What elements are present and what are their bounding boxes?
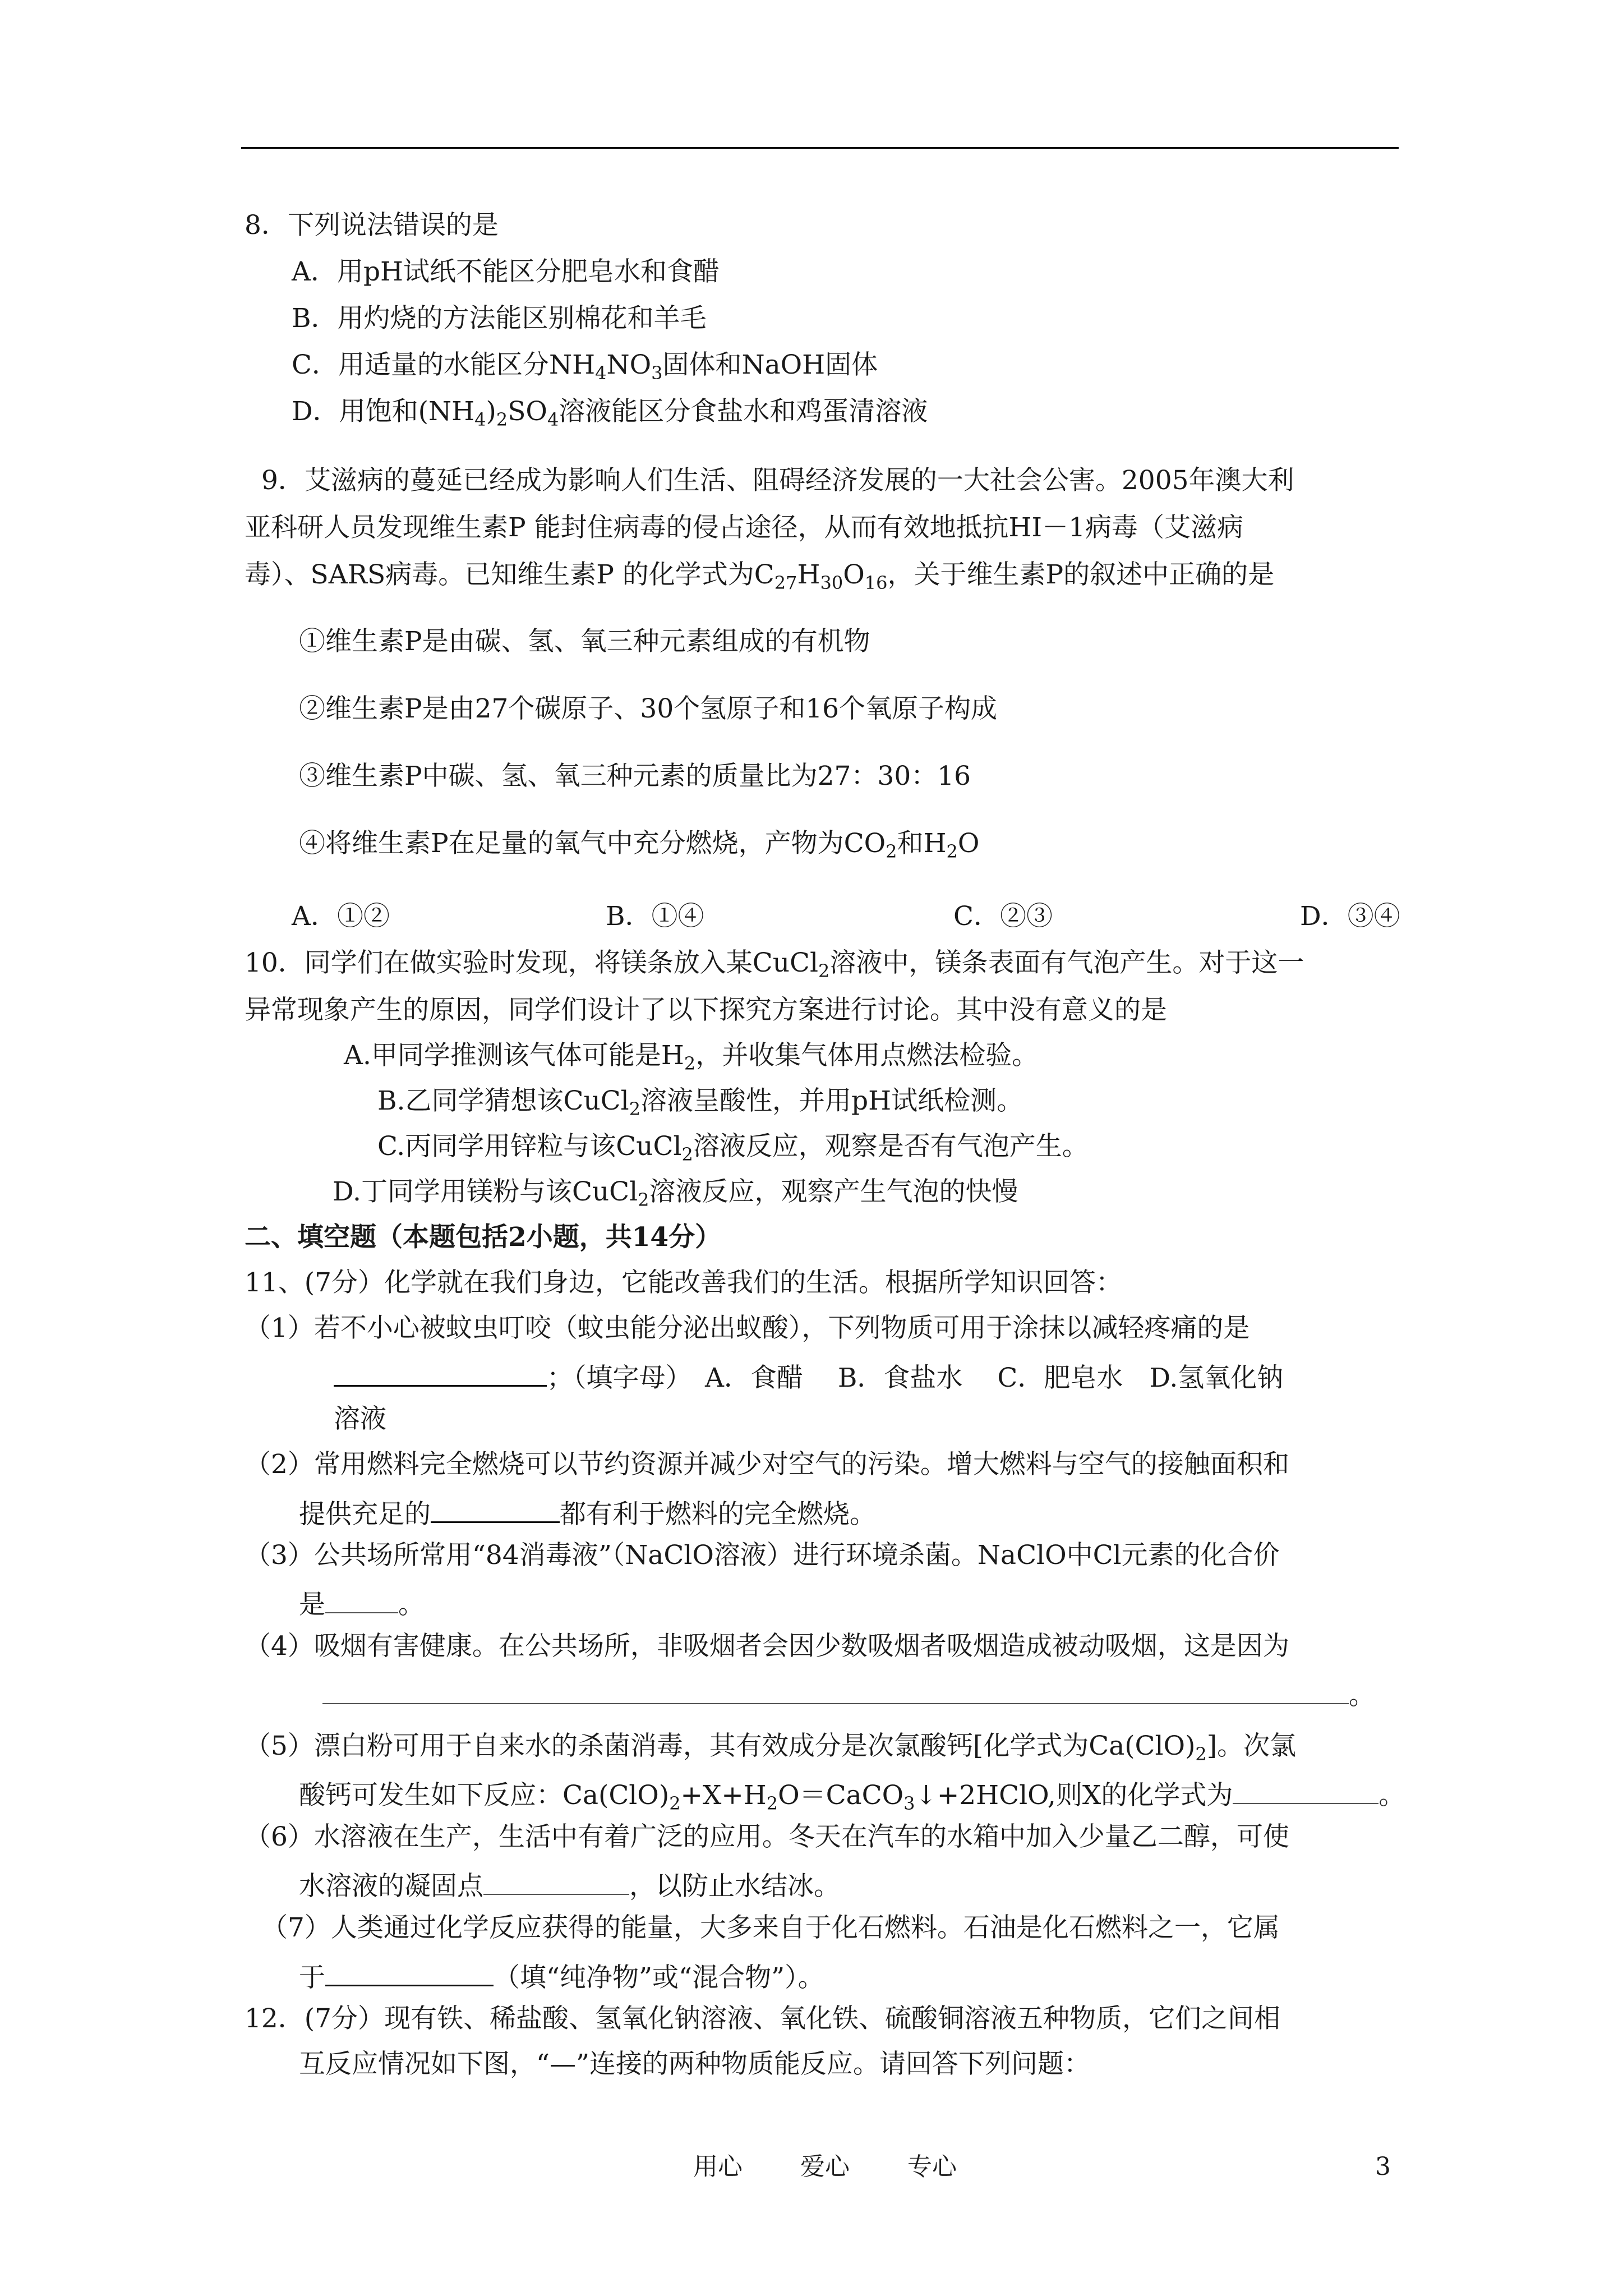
q9-line1: 9．艾滋病的蔓延已经成为影响人们生活、阻碍经济发展的一大社会公害。2005年澳大利 <box>261 465 1294 496</box>
footer-motto-1: 用心 <box>693 2152 743 2181</box>
q9-option-c: C．②③ <box>953 901 1053 932</box>
q11-part6-line2: 水溶液的凝固点 ，以防止水结冰。 <box>299 1866 840 1903</box>
answer-blank-7[interactable] <box>325 1957 494 1986</box>
q11-part3-line1: （3）公共场所常用“84消毒液”（NaClO溶液）进行环境杀菌。NaClO中Cl元素的化合价 <box>245 1540 1280 1571</box>
q11-part7-line1: （7）人类通过化学反应获得的能量，大多来自于化石燃料。石油是化石燃料之一，它属 <box>261 1912 1280 1943</box>
q11-part6-line1: （6）水溶液在生产，生活中有着广泛的应用。冬天在汽车的水箱中加入少量乙二醇，可使 <box>245 1821 1289 1852</box>
q10-option-d: D.丁同学用镁粉与该CuCl$_2$溶液反应，观察产生气泡的快慢 <box>333 1176 1018 1211</box>
q11-stem: 11、(7分）化学就在我们身边，它能改善我们的生活。根据所学知识回答： <box>245 1267 1123 1298</box>
q9-option-b: B．①④ <box>606 901 704 932</box>
q8-option-a: A．用pH试纸不能区分肥皂水和食醋 <box>292 256 720 287</box>
q10-option-c: C.丙同学用锌粒与该CuCl$_2$溶液反应，观察是否有气泡产生。 <box>377 1131 1089 1165</box>
q9-statement-4: ④将维生素P在足量的氧气中充分燃烧，产物为$CO_2$和$H_2O$ <box>299 828 980 862</box>
q10-option-b: B.乙同学猜想该CuCl$_2$溶液呈酸性，并用pH试纸检测。 <box>377 1085 1023 1120</box>
footer-motto-3: 专心 <box>907 2152 957 2181</box>
q11-part4-line2: 。 <box>322 1675 1375 1713</box>
answer-blank-5[interactable] <box>1233 1775 1378 1804</box>
q8-option-b: B．用灼烧的方法能区别棉花和羊毛 <box>292 303 707 334</box>
q9-statement-3: ③维生素P中碳、氢、氧三种元素的质量比为27：30：16 <box>299 761 971 792</box>
answer-blank-3[interactable] <box>325 1584 398 1613</box>
q12-line2: 互反应情况如下图，“—”连接的两种物质能反应。请回答下列问题： <box>299 2049 1091 2079</box>
q11-part5-line2: 酸钙可发生如下反应：$Ca(ClO)_2+X+H_2O=CaCO_3↓+2HClO$,则X的化学式为 。 <box>299 1775 1405 1812</box>
q9-option-a: A．①② <box>292 901 390 932</box>
q8-option-c: C．用适量的水能区分$NH_4NO_3$固体和NaOH固体 <box>292 349 878 384</box>
q11-part1-line2: ；（填字母） A．食醋 B．食盐水 C．肥皂水 D.氢氧化钠 <box>334 1357 1283 1395</box>
q11-part3-line2: 是 。 <box>299 1584 425 1622</box>
q9-statement-2: ②维生素P是由27个碳原子、30个氢原子和16个氧原子构成 <box>299 693 998 724</box>
q8-stem: 8．下列说法错误的是 <box>245 210 499 241</box>
q11-part2-line2: 提供充足的 都有利于燃料的完全燃烧。 <box>299 1493 876 1531</box>
section-2-heading: 二、填空题（本题包括2小题，共14分） <box>245 1222 722 1253</box>
q11-part1-line3: 溶液 <box>334 1404 386 1434</box>
answer-blank-1[interactable] <box>334 1357 547 1387</box>
q11-part2-line1: （2）常用燃料完全燃烧可以节约资源并减少对空气的污染。增大燃料与空气的接触面积和 <box>245 1449 1289 1480</box>
answer-blank-6[interactable] <box>483 1866 629 1895</box>
answer-blank-2[interactable] <box>431 1493 560 1523</box>
q11-part1-line1: （1）若不小心被蚊虫叮咬（蚊虫能分泌出蚁酸），下列物质可用于涂抹以减轻疼痛的是 <box>245 1313 1250 1343</box>
q12-line1: 12．(7分）现有铁、稀盐酸、氢氧化钠溶液、氧化铁、硫酸铜溶液五种物质，它们之间相 <box>245 2003 1281 2034</box>
q8-option-d: D．用饱和$(NH_4)_2SO_4$溶液能区分食盐水和鸡蛋清溶液 <box>292 396 928 430</box>
footer-motto-2: 爱心 <box>800 2152 850 2181</box>
q10-line1: 10．同学们在做实验时发现，将镁条放入某CuCl$_2$溶液中，镁条表面有气泡产生。对于这一 <box>245 947 1304 982</box>
header-rule <box>241 147 1399 149</box>
q11-part7-line2: 于 （填“纯净物”或“混合物”）。 <box>299 1957 824 1995</box>
answer-blank-4[interactable] <box>322 1675 1349 1704</box>
q11-part4-line1: （4）吸烟有害健康。在公共场所，非吸烟者会因少数吸烟者吸烟造成被动吸烟，这是因为 <box>245 1631 1289 1662</box>
q10-line2: 异常现象产生的原因，同学们设计了以下探究方案进行讨论。其中没有意义的是 <box>245 995 1167 1025</box>
page-number: 3 <box>1375 2152 1391 2181</box>
q9-line2: 亚科研人员发现维生素P 能封住病毒的侵占途径，从而有效地抵抗HI－1病毒（艾滋病 <box>245 512 1244 543</box>
q9-statement-1: ①维生素P是由碳、氢、氧三种元素组成的有机物 <box>299 626 870 657</box>
q9-line3: 毒）、SARS病毒。已知维生素P 的化学式为$C_{27}H_{30}O_{16}$，关于维生素P的叙述中正确的是 <box>245 559 1275 593</box>
q11-part5-line1: （5）漂白粉可用于自来水的杀菌消毒，其有效成分是次氯酸钙[化学式为$Ca(ClO)_2$]。次氯 <box>245 1731 1297 1765</box>
q9-option-d: D．③④ <box>1300 901 1400 932</box>
q10-option-a: A.甲同学推测该气体可能是$H_2$，并收集气体用点燃法检验。 <box>344 1040 1039 1074</box>
